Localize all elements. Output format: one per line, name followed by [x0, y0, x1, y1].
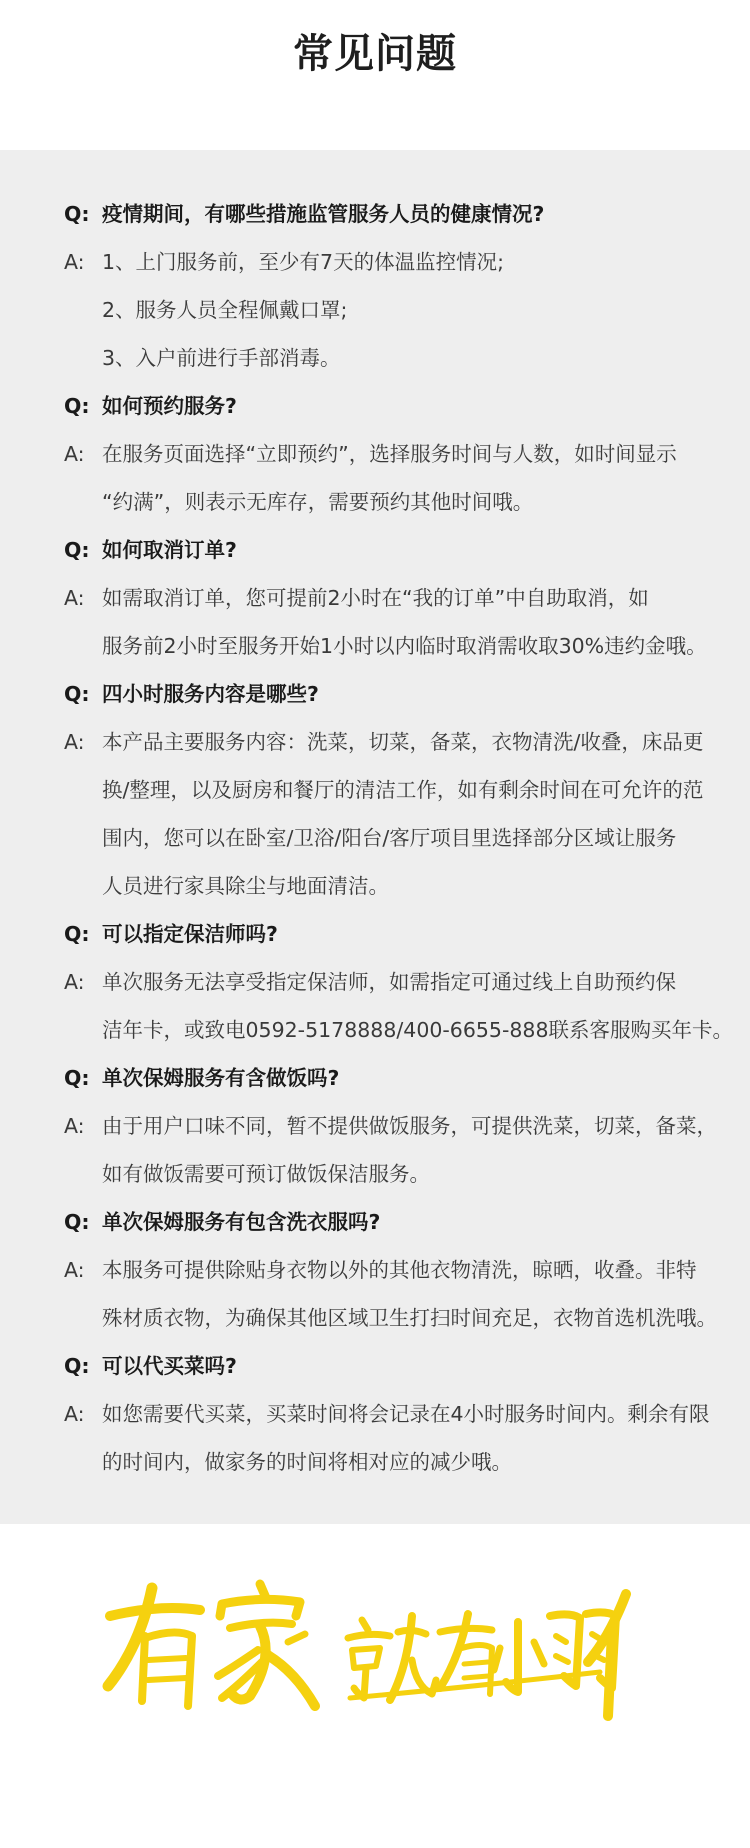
faq-answer-line — [64, 1112, 726, 1140]
slogan-char-jiu — [348, 1616, 436, 1700]
question-text: 可以代买菜吗? — [102, 1354, 237, 1378]
question-text: 如何预约服务? — [102, 394, 237, 418]
faq-answer-line: 人员进行家具除尘与地面清洁。 — [102, 874, 389, 898]
question-text: 四小时服务内容是哪些? — [102, 682, 319, 706]
slogan-char-jia — [218, 1584, 315, 1706]
faq-answer-line: 的时间内，做家务的时间将相对应的减少哦。 — [102, 1450, 512, 1474]
faq-question — [64, 680, 726, 708]
faq-answer-line — [64, 728, 726, 756]
faq-answer-line: “约满”，则表示无库存，需要预约其他时间哦。 — [102, 490, 534, 514]
answer-prefix: A: — [64, 730, 85, 754]
faq-answer-line: 洁年卡，或致电0592-5178888/400-6655-888联系客服购买年卡。 — [102, 1018, 733, 1042]
faq-answer-line: 换/整理，以及厨房和餐厅的清洁工作，如有剩余时间在可允许的范 — [102, 778, 704, 802]
answer-prefix: A: — [64, 250, 85, 274]
faq-answer-line — [64, 1256, 726, 1284]
faq-answer-line — [64, 1400, 726, 1428]
answer-text: 由于用户口味不同，暂不提供做饭服务，可提供洗菜，切菜，备菜， — [102, 1114, 717, 1138]
answer-text: 本服务可提供除贴身衣物以外的其他衣物清洗，晾晒，收叠。非特 — [102, 1258, 697, 1282]
answer-prefix: A: — [64, 1114, 85, 1138]
question-prefix: Q: — [64, 394, 90, 418]
question-prefix: Q: — [64, 682, 90, 706]
faq-answer-line — [64, 968, 726, 996]
slogan-char-you-2 — [440, 1614, 492, 1694]
faq-answer-line — [64, 440, 726, 468]
faq-question — [64, 536, 726, 564]
question-prefix: Q: — [64, 202, 90, 226]
question-prefix: Q: — [64, 1354, 90, 1378]
question-prefix: Q: — [64, 538, 90, 562]
slogan-calligraphy — [108, 1584, 626, 1716]
question-text: 可以指定保洁师吗? — [102, 922, 278, 946]
faq-answer-line: 2、服务人员全程佩戴口罩; — [102, 298, 348, 322]
answer-prefix: A: — [64, 1402, 85, 1426]
faq-answer-line: 3、入户前进行手部消毒。 — [102, 346, 341, 370]
faq-question — [64, 1208, 726, 1236]
faq-question — [64, 200, 726, 228]
header — [0, 0, 750, 150]
answer-text: 本产品主要服务内容：洗菜，切菜，备菜，衣物清洗/收叠，床品更 — [102, 730, 704, 754]
faq-answer-line — [64, 584, 726, 612]
page-title: 常见问题 — [293, 31, 457, 77]
faq-answer-line: 围内，您可以在卧室/卫浴/阳台/客厅项目里选择部分区域让服务 — [102, 826, 677, 850]
question-text: 单次保姆服务有包含洗衣服吗? — [102, 1210, 381, 1234]
answer-text: 如您需要代买菜，买菜时间将会记录在4小时服务时间内。剩余有限 — [102, 1402, 710, 1426]
faq-answer-line: 如有做饭需要可预订做饭保洁服务。 — [102, 1162, 430, 1186]
faq-panel — [0, 150, 750, 1524]
answer-text: 1、上门服务前，至少有7天的体温监控情况; — [102, 250, 504, 274]
answer-prefix: A: — [64, 970, 85, 994]
slogan-logo — [100, 1576, 640, 1726]
faq-question — [64, 920, 726, 948]
faq-question — [64, 1352, 726, 1380]
faq-answer-line: 服务前2小时至服务开始1小时以内临时取消需收取30%违约金哦。 — [102, 634, 707, 658]
answer-text: 单次服务无法享受指定保洁师，如需指定可通过线上自助预约保 — [102, 970, 676, 994]
answer-prefix: A: — [64, 442, 85, 466]
question-text: 如何取消订单? — [102, 538, 237, 562]
faq-question — [64, 392, 726, 420]
answer-text: 如需取消订单，您可提前2小时在“我的订单”中自助取消，如 — [102, 586, 649, 610]
answer-prefix: A: — [64, 1258, 85, 1282]
slogan-area — [0, 1524, 750, 1848]
question-prefix: Q: — [64, 1066, 90, 1090]
answer-prefix: A: — [64, 586, 85, 610]
faq-answer-line: 殊材质衣物，为确保其他区域卫生打扫时间充足，衣物首选机洗哦。 — [102, 1306, 717, 1330]
slogan-char-you — [108, 1588, 200, 1706]
faq-question — [64, 1064, 726, 1092]
answer-text: 在服务页面选择“立即预约”，选择服务时间与人数，如时间显示 — [102, 442, 677, 466]
faq-answer-line — [64, 248, 726, 276]
question-prefix: Q: — [64, 1210, 90, 1234]
question-text: 单次保姆服务有含做饭吗? — [102, 1066, 340, 1090]
question-prefix: Q: — [64, 922, 90, 946]
question-text: 疫情期间，有哪些措施监管服务人员的健康情况? — [102, 202, 545, 226]
